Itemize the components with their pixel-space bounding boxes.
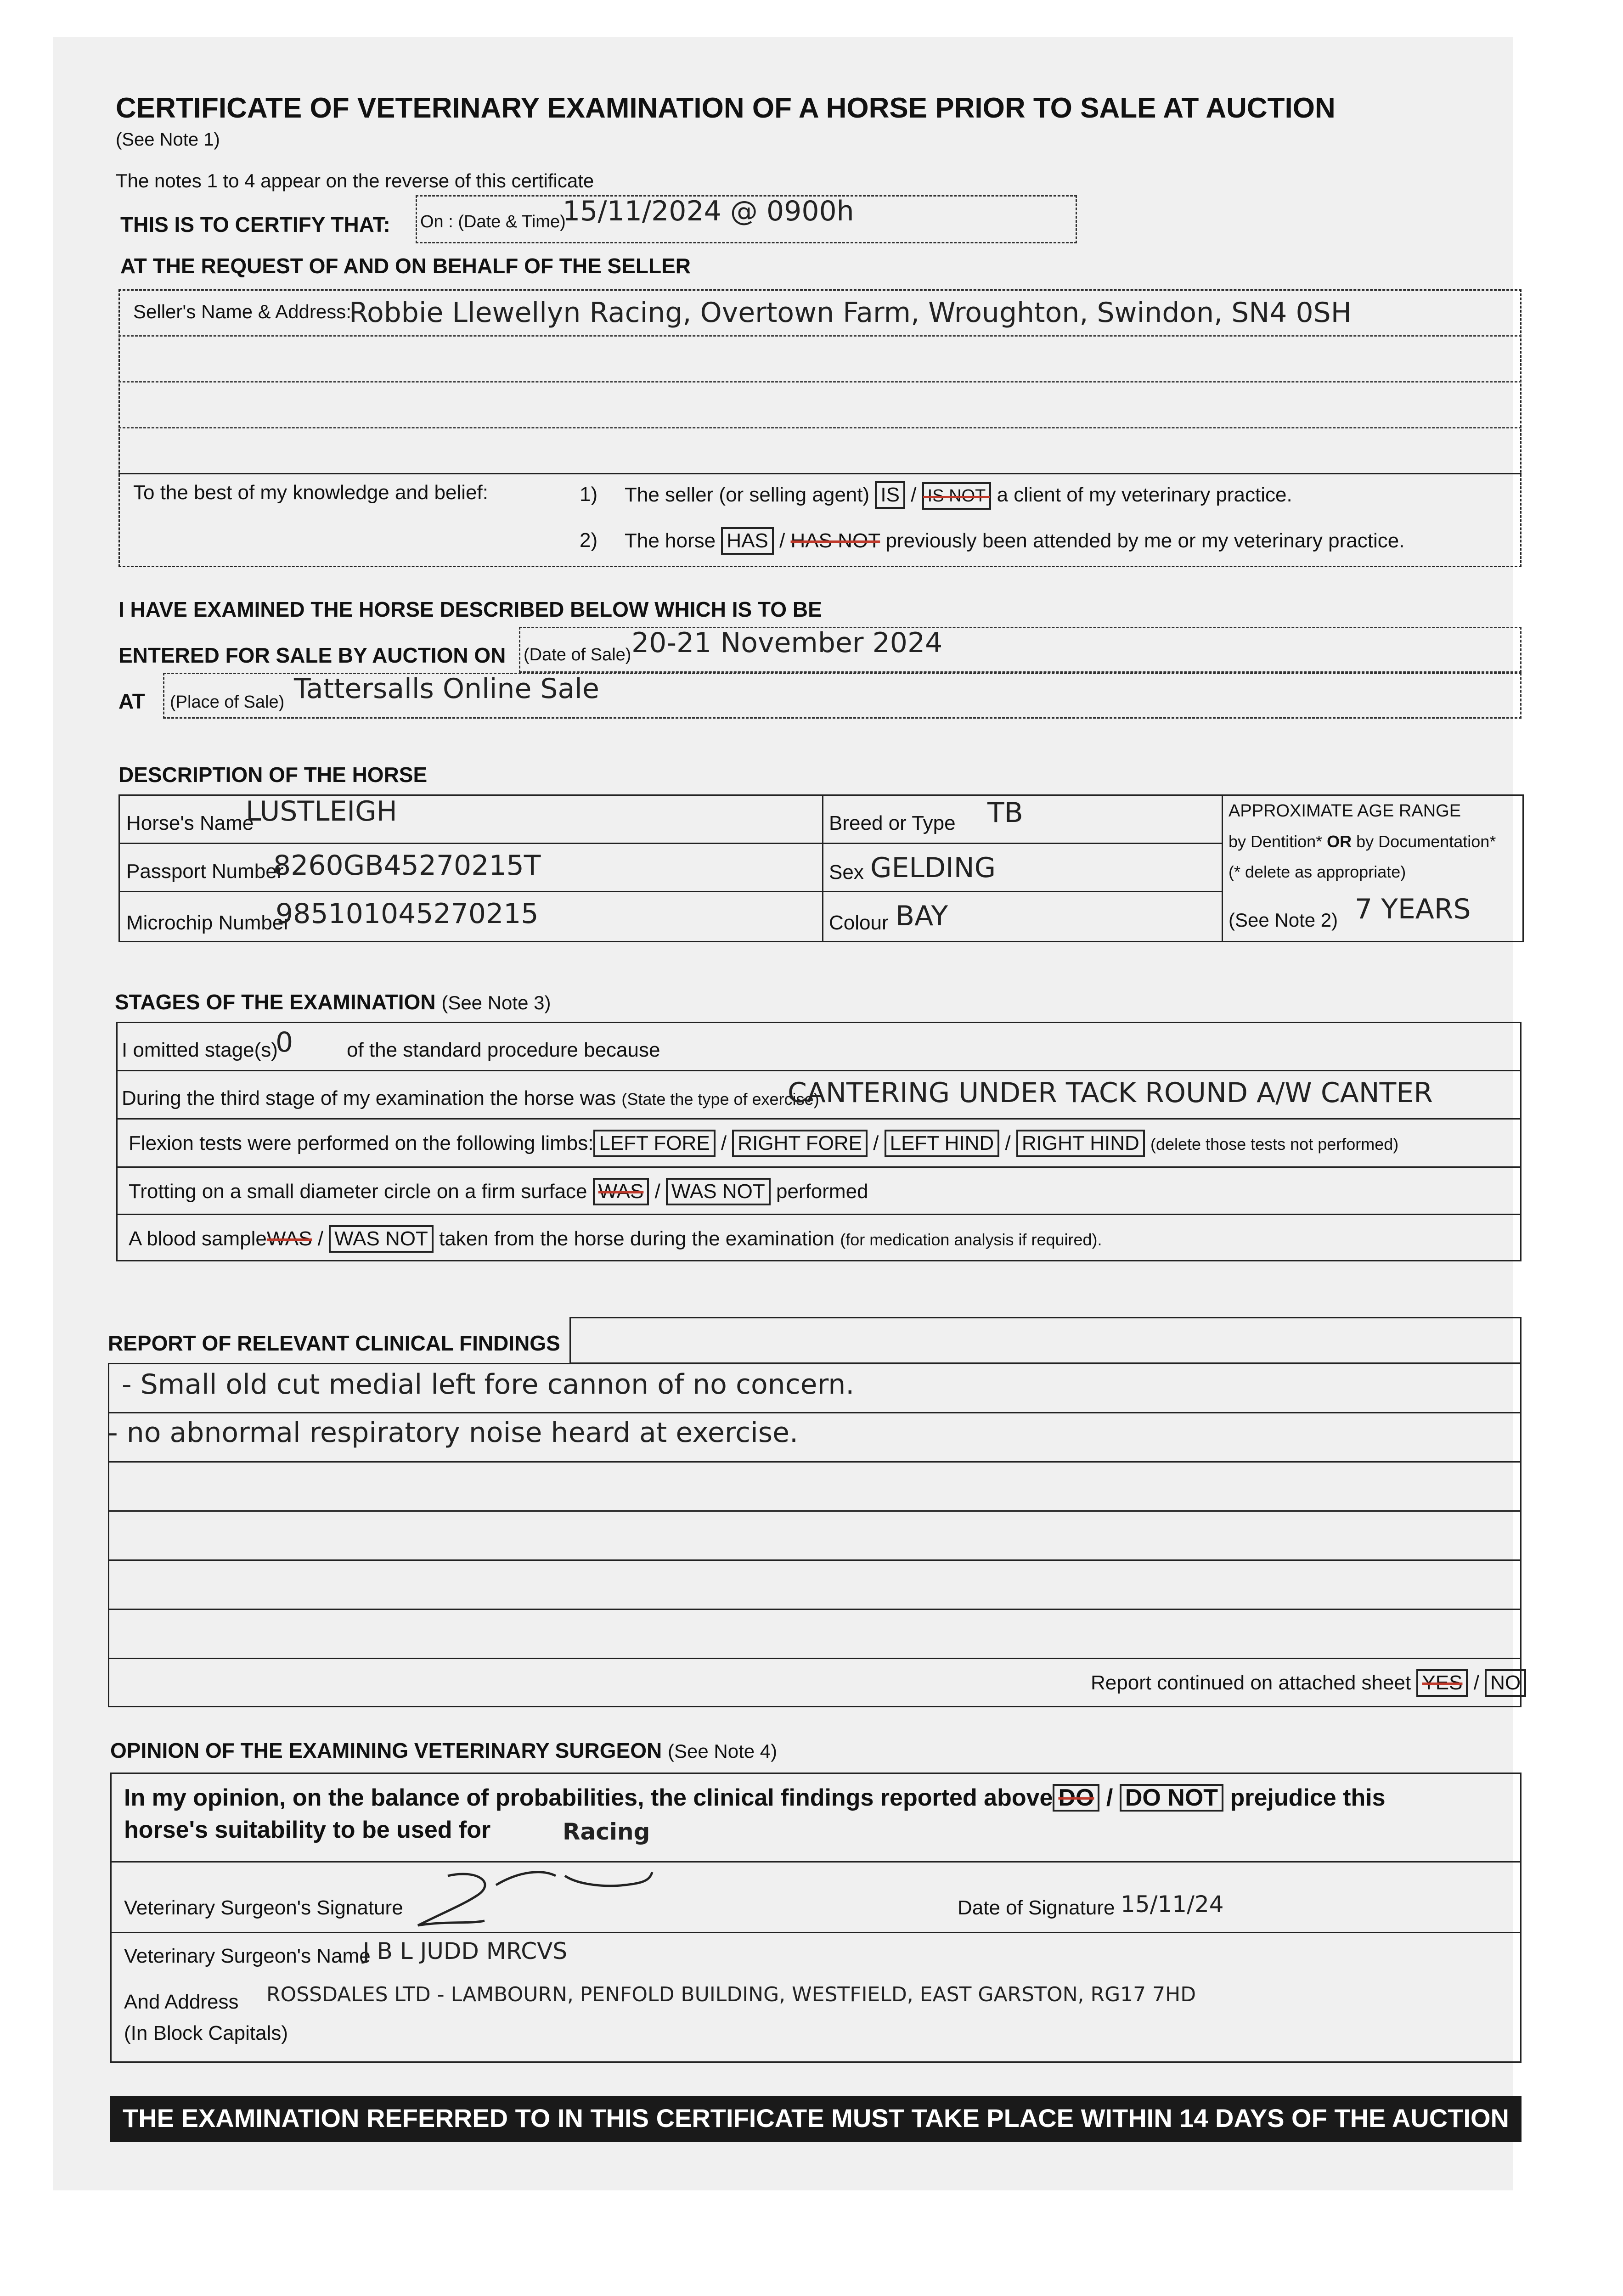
trotting-row: Trotting on a small diameter circle on a firm surface WAS / WAS NOT performed xyxy=(129,1178,868,1205)
trotting-tail: performed xyxy=(776,1180,868,1203)
age-by-dentition: by Dentition* xyxy=(1229,832,1323,851)
trotting-label: Trotting on a small diameter circle on a firm surface xyxy=(129,1180,587,1203)
horse-name-value: LUSTLEIGH xyxy=(246,795,397,827)
omitted-tail: of the standard procedure because xyxy=(347,1039,660,1061)
certify-label: THIS IS TO CERTIFY THAT: xyxy=(120,213,390,236)
findings-line-2: - no abnormal respiratory noise heard at exercise. xyxy=(108,1417,799,1449)
opinion-heading-note: (See Note 4) xyxy=(668,1740,778,1762)
item1-tail: a client of my veterinary practice. xyxy=(997,484,1292,506)
opinion-text-b: prejudice this xyxy=(1230,1784,1386,1811)
certificate-title: CERTIFICATE OF VETERINARY EXAMINATION OF A HORSE PRIOR TO SALE AT AUCTION xyxy=(116,92,1336,124)
age-see-note-2: (See Note 2) xyxy=(1229,909,1338,931)
blood-option-was: WAS xyxy=(266,1227,312,1250)
item1-row: The seller (or selling agent) IS / IS NOT a client of my veterinary practice. xyxy=(625,481,1292,510)
colour-value: BAY xyxy=(896,900,948,932)
findings-heading: REPORT OF RELEVANT CLINICAL FINDINGS xyxy=(108,1331,560,1355)
flexion-left-hind: LEFT HIND xyxy=(885,1130,1000,1157)
opinion-option-do: DO xyxy=(1053,1784,1099,1812)
age-by-row xyxy=(1229,832,1496,851)
on-date-value: 15/11/2024 @ 0900h xyxy=(563,195,854,227)
omitted-value: 0 xyxy=(276,1026,293,1058)
blood-note: (for medication analysis if required). xyxy=(840,1230,1102,1249)
passport-value: 8260GB45270215T xyxy=(273,850,541,882)
blood-label: A blood sample xyxy=(129,1227,267,1250)
trotting-option-was: WAS xyxy=(593,1178,649,1205)
trotting-option-was-not: WAS NOT xyxy=(666,1178,771,1205)
findings-box xyxy=(108,1363,1522,1707)
date-of-signature-label: Date of Signature xyxy=(958,1896,1115,1919)
place-of-sale-value: Tattersalls Online Sale xyxy=(294,673,599,705)
entered-label: ENTERED FOR SALE BY AUCTION ON xyxy=(118,643,506,667)
notes-line: The notes 1 to 4 appear on the reverse of this certificate xyxy=(116,170,594,191)
stages-heading-note: (See Note 3) xyxy=(441,992,551,1013)
item2-option-has: HAS xyxy=(721,527,773,555)
stages-heading-row xyxy=(115,990,551,1014)
seller-name-value: Robbie Llewellyn Racing, Overtown Farm, Wroughton, Swindon, SN4 0SH xyxy=(349,297,1352,329)
findings-line-1: - Small old cut medial left fore cannon of no concern. xyxy=(122,1368,855,1401)
opinion-heading: OPINION OF THE EXAMINING VETERINARY SURGEON xyxy=(110,1739,662,1762)
flexion-row: Flexion tests were performed on the following limbs: LEFT FORE / RIGHT FORE / LEFT HIND / RIGHT HIND (delete those tests not performed) xyxy=(129,1130,1398,1157)
breed-label: Breed or Type xyxy=(829,812,956,834)
knowledge-label: To the best of my knowledge and belief: xyxy=(133,481,488,504)
passport-label: Passport Number xyxy=(126,860,284,883)
microchip-value: 985101045270215 xyxy=(276,898,539,930)
date-of-sale-value: 20-21 November 2024 xyxy=(631,627,943,659)
continued-row: Report continued on attached sheet YES / NO xyxy=(1091,1669,1526,1697)
seller-name-label: Seller's Name & Address: xyxy=(133,301,351,322)
vet-signature xyxy=(404,1867,703,1936)
blood-option-was-not: WAS NOT xyxy=(329,1225,434,1253)
omitted-label: I omitted stage(s) xyxy=(122,1039,278,1061)
third-stage-label: During the third stage of my examination the horse was xyxy=(122,1087,616,1109)
see-note-1: (See Note 1) xyxy=(116,129,220,150)
flexion-note: (delete those tests not performed) xyxy=(1150,1135,1399,1154)
date-of-sale-label: (Date of Sale) xyxy=(524,645,631,664)
microchip-label: Microchip Number xyxy=(126,912,290,934)
age-value: 7 YEARS xyxy=(1355,893,1471,925)
address-note: (In Block Capitals) xyxy=(124,2022,288,2044)
breed-value: TB xyxy=(987,797,1023,829)
third-stage-note: (State the type of exercise) xyxy=(621,1090,819,1109)
sex-value: GELDING xyxy=(870,852,996,884)
item2-number: 2) xyxy=(580,529,598,551)
third-stage-value: CANTERING UNDER TACK ROUND A/W CANTER xyxy=(788,1077,1433,1109)
flexion-left-fore: LEFT FORE xyxy=(593,1130,715,1157)
blood-row: A blood sampleWAS / WAS NOT taken from the horse during the examination (for medication analysis if required). xyxy=(129,1225,1102,1253)
continued-label: Report continued on attached sheet xyxy=(1091,1671,1411,1694)
horse-name-label: Horse's Name xyxy=(126,812,254,834)
vet-name-value: J B L JUDD MRCVS xyxy=(363,1938,568,1964)
footer-banner-text: THE EXAMINATION REFERRED TO IN THIS CERTIFICATE MUST TAKE PLACE WITHIN 14 DAYS OF THE AUCTION xyxy=(123,2104,1509,2133)
age-or: OR xyxy=(1327,832,1352,851)
age-heading: APPROXIMATE AGE RANGE xyxy=(1229,801,1461,821)
third-stage-row xyxy=(122,1087,819,1110)
item2-option-has-not: HAS NOT xyxy=(790,529,880,552)
opinion-text-c: horse's suitability to be used for xyxy=(124,1817,491,1843)
opinion-heading-row xyxy=(110,1738,777,1763)
at-label: AT xyxy=(118,689,145,713)
item2-text: The horse xyxy=(625,529,716,552)
vet-name-label: Veterinary Surgeon's Name xyxy=(124,1945,371,1967)
date-of-signature-value: 15/11/24 xyxy=(1121,1891,1224,1918)
on-date-label: On : (Date & Time) xyxy=(420,212,566,231)
continued-option-yes: YES xyxy=(1416,1669,1468,1697)
item1-option-is: IS xyxy=(875,481,905,509)
item1-number: 1) xyxy=(580,483,598,506)
colour-label: Colour xyxy=(829,912,889,934)
sex-label: Sex xyxy=(829,861,864,884)
address-label: And Address xyxy=(124,1991,239,2013)
stages-heading: STAGES OF THE EXAMINATION xyxy=(115,990,436,1014)
age-delete-note: (* delete as appropriate) xyxy=(1229,862,1406,881)
flexion-right-hind: RIGHT HIND xyxy=(1016,1130,1145,1157)
opinion-text-a: In my opinion, on the balance of probabilities, the clinical findings reported above xyxy=(124,1784,1053,1811)
findings-heading-box xyxy=(569,1317,1522,1364)
address-value: ROSSDALES LTD - LAMBOURN, PENFOLD BUILDING, WESTFIELD, EAST GARSTON, RG17 7HD xyxy=(266,1983,1196,2006)
flexion-label: Flexion tests were performed on the following limbs: xyxy=(129,1132,594,1154)
examined-line: I HAVE EXAMINED THE HORSE DESCRIBED BELOW WHICH IS TO BE xyxy=(118,597,822,621)
signature-label: Veterinary Surgeon's Signature xyxy=(124,1896,403,1919)
continued-option-no: NO xyxy=(1485,1669,1526,1697)
item1-text: The seller (or selling agent) xyxy=(625,484,870,506)
blood-tail: taken from the horse during the examination xyxy=(439,1227,835,1250)
opinion-use-value: Racing xyxy=(563,1818,650,1845)
description-heading: DESCRIPTION OF THE HORSE xyxy=(118,763,428,787)
item2-tail: previously been attended by me or my veterinary practice. xyxy=(885,529,1405,552)
request-label: AT THE REQUEST OF AND ON BEHALF OF THE SELLER xyxy=(120,254,691,278)
opinion-option-do-not: DO NOT xyxy=(1120,1784,1223,1812)
item2-row: The horse HAS / HAS NOT previously been attended by me or my veterinary practice. xyxy=(625,527,1404,555)
flexion-right-fore: RIGHT FORE xyxy=(732,1130,868,1157)
age-by-documentation: by Documentation* xyxy=(1356,832,1496,851)
opinion-text-row: In my opinion, on the balance of probabilities, the clinical findings reported above DO / DO NOT prejudice this xyxy=(124,1784,1386,1811)
place-of-sale-label: (Place of Sale) xyxy=(170,692,285,712)
item1-option-is-not: IS NOT xyxy=(922,482,992,510)
